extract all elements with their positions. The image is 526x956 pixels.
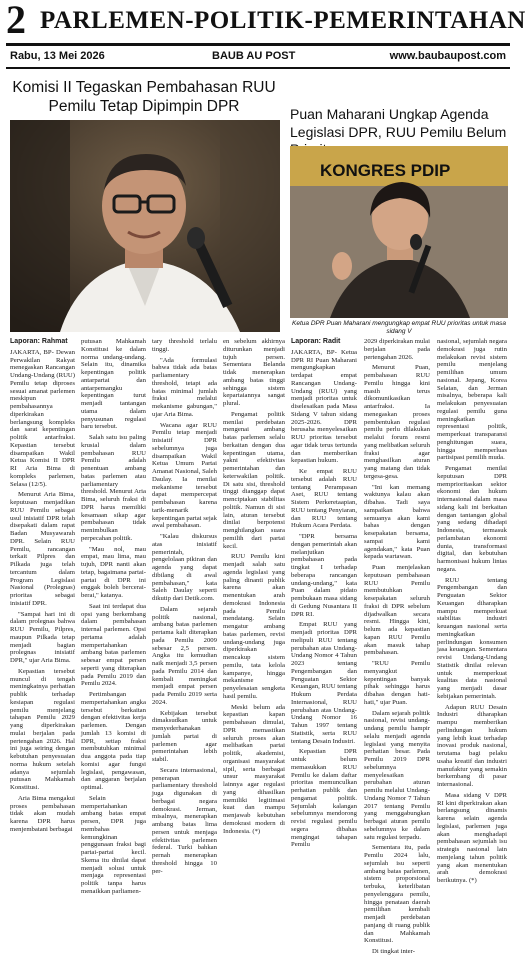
paragraph: Di tingkat inter- — [372, 948, 415, 955]
paragraph: Pertimbangan mempertahankan angka tersebut berkaitan dengan efektivitas kerja parlemen. Dengan jumlah 13 komisi di DPR, setiap fraksi membutuhkan minimal dua anggota pada tiap komisi agar fungsi legislasi, pengawasan, dan anggaran berjalan optimal. — [81, 691, 146, 791]
paragraph: JAKARTA, BP- Ketua DPR RI Puan Maharani mengungkapkan terdapat empat Rancangan Undang-Undang (RUU) yang menjadi prioritas untuk diselesaikan pada Masa Sidang V tahun sidang 2025-2026. DPR berusaha menyelesaikan RUU prioritas tersebut agar tidak terus tertunda dan memberikan kepastian hukum. — [291, 348, 357, 465]
page-number: 2 — [6, 0, 26, 42]
paragraph: Menurut Aria Bima, keputusan menjadikan RUU Pemilu sebagai usul inisiatif DPR telah disepakati dalam rapat Badan Musyawarah DPR. Selain RUU Pemilu, rancangan terkait Pilpres dan Pilkada juga telah tercantum dalam Program Legislasi Nasional (Prolegnas) prioritas sebagai inisiatif DPR. — [10, 491, 75, 607]
article-left-photo — [10, 120, 280, 332]
paragraph: RUU Pemilu kini menjadi salah satu agenda legislasi yang paling dinanti publik karena akan menentukan arah demokrasi Indonesia pada Pemilu mendatang. Selain mengatur ambang batas parlemen, revisi undang-undang juga diperkirakan mencakup sistem pemilu, tata kelola kampanye, hingga mekanisme penyelesaian sengketa hasil pemilu. — [223, 553, 285, 700]
paragraph: "Ada formulasi bahwa tidak ada batas parliamentary threshold, tetapi ada batas minimal jumlah fraksi melalui mekanisme gabungan," ujar Aria Bima. — [152, 356, 217, 418]
paragraph: putusan Mahkamah Konstitusi ke dalam norma undang-undang. Selain itu, dinamika kepentingan politik antarpartai dan antarpemangku kepentingan turut menjadi tantangan utama dalam penyusunan regulasi baru tersebut. — [81, 338, 146, 431]
paragraph: Dalam sejarah politik nasional, revisi undang-undang pemilu hampir selalu menjadi agenda legislasi yang menyita perhatian besar. Pada Pemilu 2019 DPR sebelumnya menyelesaikan perubahan aturan pemilu melalui Undang-Undang Nomor 7 Tahun 2017 tentang Pemilu yang menggabungkan berbagai aturan pemilu sebelumnya ke dalam satu regulasi terpadu. — [364, 709, 430, 841]
section-title: PARLEMEN-POLITIK-PEMERINTAHAN — [40, 7, 526, 34]
paragraph: Meski belum ada kepastian kapan pembahasan dimulai, DPR memastikan seluruh proses akan melibatkan partai politik, akademisi, organisasi masyarakat sipil, serta berbagai unsur masyarakat lainnya agar regulasi yang dihasilkan memiliki legitimasi kuat dan mampu menjawab kebutuhan demokrasi modern di Indonesia. (*) — [223, 703, 285, 835]
paragraph: "Kalau diskursus atas inisiatif pemerintah, pengelolaan pikiran dan agenda yang dapat dibilang di awal pembahasan," kata Saleh Daulay seperti dikutip dari Detik.com. — [152, 533, 217, 602]
paragraph: "RUU Pemilu menyangkut kepentingan banyak pihak sehingga harus dibahas dengan hati-hati," ujar Puan. — [364, 660, 430, 706]
paragraph: Selain mempertahankan ambang batas empat persen, DPR juga membahas kemungkinan penggunaan fraksi bagi partai-partai kecil. Skema itu dinilai dapat menjadi solusi untuk menjaga representasi politik tanpa harus menaikkan parliamen- — [81, 794, 146, 895]
paragraph: Kepastian tersebut muncul di tengah meningkatnya perhatian publik terhadap kesiapan regulasi pemilu menjelang tahapan Pemilu 2029 yang diperkirakan mulai berjalan pada pertengahan 2026. Hal ini juga seiring dengan kebutuhan penyesuaian norma hukum setelah adanya sejumlah putusan Mahkamah Konstitusi. — [10, 667, 75, 791]
paragraph: Masa sidang V DPR RI kini diperkirakan akan berlangsung dinamis karena selain agenda legislasi, parlemen juga akan menghadapi pembahasan sejumlah isu strategis nasional lain menjelang tahun politik yang akan menentukan arah demokrasi berikutnya. (*) — [437, 791, 507, 884]
paragraph: Secara internasional, penerapan parliamentary threshold juga digunakan di berbagai negara demokrasi. Jerman, misalnya, menerapkan ambang batas lima persen untuk menjaga efektivitas parlemen federal. Turki bahkan pernah menerapkan threshold hingga 10 per- — [152, 766, 217, 875]
masthead — [6, 0, 526, 42]
article-left-col-2 — [81, 338, 146, 895]
paragraph: JAKARTA, BP- Dewan Perwakilan Rakyat menegaskan Rancangan Undang-Undang (RUU) Pemilu tetap diproses sesuai amanat parlemen meskipun pembahasannya diperkirakan berlangsung kompleks dan sarat kepentingan politik antarfraksi. Kepastian tersebut disampaikan Wakil Ketua Komisi II DPR RI Aria Bima di kompleks parlemen, Selasa (12/5). — [10, 348, 75, 488]
article-right-col-2 — [364, 338, 430, 955]
paragraph: Ke empat RUU tersebut adalah RUU tentang Perampasan Aset, RUU tentang Sistem Perkeretaapian, RUU tentang Penyiaran, dan RUU tentang Hukum Acara Perdata. — [291, 468, 357, 530]
paragraph: Pengamat menilai keputusan DPR memprioritaskan sektor ekonomi dan hukum internasional dalam masa sidang kali ini berkaitan dengan tantangan global yang sedang dihadapi Indonesia, termasuk perlambatan ekonomi dunia, transformasi digital, dan kebutuhan harmonisasi hukum lintas negara. — [437, 465, 507, 573]
paragraph: RUU tentang Pengembangan dan Penguatan Sektor Keuangan diharapkan mampu memperkuat stabilitas industri keuangan nasional serta meningkatkan perlindungan konsumen jasa keuangan. Sementara revisi Undang-Undang Statistik dinilai relevan untuk memperkuat kualitas data nasional yang menjadi dasar kebijakan pemerintah. — [437, 576, 507, 700]
paper-name: BAUB AU POST — [212, 50, 296, 62]
paragraph: Puan menjelaskan keputusan pembahasan RUU Pemilu membutuhkan kesepakatan seluruh fraksi di DPR sebelum dijadwalkan secara resmi. Hingga kini, belum ada kepastian kapan RUU Pemilu akan masuk tahap pembahasan. — [364, 564, 430, 657]
paragraph: Kepastian DPR untuk belum memasukkan RUU Pemilu ke dalam daftar prioritas memunculkan perhatian publik dan pengamat politik. Sejumlah kalangan sebelumnya mendorong revisi regulasi pemilu segera dibahas mengingat tahapan Pemilu — [291, 748, 357, 849]
backdrop-sign-text: KONGRES PDIP — [320, 161, 451, 180]
photo-caption: Ketua DPR Puan Maharani mengungkap empat RUU prioritas untuk masa sidang V — [292, 320, 506, 335]
paragraph: "Mau nol, mau empat, mau lima, mau tujuh, DPR nanti akan tetap, bagaimana partai-partai di DPR ini enggak boleh bercerai-berai," katanya. — [81, 545, 146, 599]
paragraph: tary threshold terlalu tinggi. — [152, 338, 217, 353]
paragraph: Kebijakan tersebut dimaksudkan untuk menyederhanakan jumlah partai di parlemen agar pemerintahan lebih stabil. — [152, 709, 217, 763]
paragraph: Salah satu isu paling krusial dalam pembahasan RUU Pemilu adalah penentuan ambang batas parlemen atau parliamentary threshold. Menurut Aria Bima, seluruh fraksi di DPR harus memiliki kesamaan sikap agar pembahasan tidak menimbulkan perpecahan politik. — [81, 434, 146, 542]
article-right-headline[interactable]: Puan Maharani Ungkap Agenda Legislasi DPR, RUU Pemilu Belum — [290, 106, 507, 140]
paragraph: Empat RUU yang menjadi prioritas DPR melipuli RUU tentang perubahan atas Undang-Undang Nomor 4 Tahun 2023 tentang Pengembangan dan Penguatan Sektor Keuangan, RUU tentang Hukum Perdata Internasional, RUU perubahan atas Undang-Undang Nomor 16 Tahun 1997 tentang Statistik, serta RUU tentang Desain Industri. — [291, 621, 357, 745]
paragraph: en sebelum akhirnya diturunkan menjadi tujuh persen. Sementara Belanda tidak menerapkan ambang batas tinggi sehingga sistem kepartaiannya sangat plural. — [223, 338, 285, 407]
paragraph: Pengamat politik menilai perdebatan mengenai ambang batas parlemen selalu berkaitan dengan dua kepentingan utama, yakni efektivitas pemerintahan dan keterwakilan politik. Di satu sisi, threshold tinggi dianggap dapat menciptakan stabilitas politik. Namun di sisi lain, aturan tersebut dinilai berpotensi menghilangkan suara pemilih dari partai kecil. — [223, 410, 285, 550]
info-bar — [6, 46, 510, 66]
website-link[interactable]: www.baubaupost.com — [389, 50, 506, 62]
article-left-headline[interactable]: Komisi II Tegaskan Pembahasan RUU Pemilu Tetap Dipimpin DPR — [12, 79, 276, 115]
article-left-byline: Laporan: Rahmat — [10, 338, 68, 345]
paragraph: "Sampai hari ini di dalam prolegnas bahwa RUU Pemilu, Pilpres, maupun Pilkada tetap menjadi bagian prolegnas inisiatif DPR," ujar Aria Bima. — [10, 610, 75, 664]
issue-date: Rabu, 13 Mei 2026 — [10, 50, 105, 62]
paragraph: Sementara itu, pada Pemilu 2024 lalu, sejumlah isu seperti ambang batas parlemen, sistem proporsional terbuka, keterlibatan penyelenggara pemilu, hingga penataan daerah pemilihan kembali menjadi perdebatan panjang di ruang publik dan Mahkamah Konstitusi. — [364, 844, 430, 945]
speaker-photo-illustration — [10, 120, 280, 332]
paragraph: "Ini kan memang waktunya kalau akan dibahas. Tadi saya sampaikan bahwa semuanya akan kami bahas dengan kesepakatan bersama, sampai kami agendakan," kata Puan kepada wartawan. — [364, 483, 430, 561]
paragraph: Aria Bima mengakui proses pembahasan tidak akan mudah karena DPR harus menjembatani berbagai — [10, 794, 75, 833]
article-left-col-3 — [152, 338, 217, 875]
article-right-photo — [290, 146, 508, 318]
paragraph: Menurut Puan, pembahasan RUU Pemilu hingga kini masih terus dikomunikasikan antarfraksi. Ia menegaskan proses pembentukan regulasi pemilu perlu dilakukan melalui forum resmi yang melibatkan seluruh fraksi agar menghasilkan aturan yang matang dan tidak tergesa-gesa. — [364, 364, 430, 480]
paragraph: Saat ini terdapat dua opsi yang berkembang dalam pembahasan internal parlemen. Opsi pertama adalah mempertahankan ambang batas parlemen sebesar empat persen seperti yang diterapkan pada Pemilu 2019 dan Pemilu 2024. — [81, 602, 146, 688]
paragraph: Adapun RUU Desain Industri diharapkan mampu memberikan perlindungan hukum yang lebih kuat terhadap inovasi produk nasional, terutama bagi pelaku usaha kreatif dan industri manufaktur yang semakin berkembang di pasar internasional. — [437, 703, 507, 788]
speaker-photo-illustration — [290, 146, 508, 318]
paragraph: "DPR bersama dengan pemerintah akan melanjutkan pembahasan pada tingkat I terhadap beberapa rancangan undang-undang," kata Puan dalam pidato pembukaan masa sidang di Gedung Nusantara II DPR RI. — [291, 533, 357, 618]
article-right-col-1 — [291, 338, 357, 849]
paragraph: Dalam sejarah politik nasional, ambang batas parlemen pertama kali diterapkan pada Pemilu 2009 sebesar 2,5 persen. Angka itu kemudian naik menjadi 3,5 persen pada Pemilu 2014 dan kembali meningkat menjadi empat persen pada Pemilu 2019 serta 2024. — [152, 605, 217, 706]
article-right-byline: Laporan: Radit — [291, 338, 341, 345]
masthead-rule-bottom — [6, 67, 510, 69]
paragraph: Wacana agar RUU Pemilu tetap menjadi inisiatif DPR sebelumnya juga disampaikan Wakil Ketua Umum Partai Amanat Nasional, Saleh Daulay. Ia menilai mekanisme tersebut dapat mempercepat pembahasan karena tarik-menarik kepentingan partai sejak awal pembahasan. — [152, 421, 217, 530]
article-left-col-1 — [10, 338, 75, 833]
article-right-col-3 — [437, 338, 507, 884]
paragraph: nasional, sejumlah negara demokrasi juga rutin melakukan revisi sistem pemilu menjelang pemilihan umum nasional. Jepang, Korea Selatan, dan Jerman misalnya, beberapa kali melakukan penyesuaian regulasi pemilu guna meningkatkan representasi politik, memperkuat transparansi penghitungan suara, hingga memperluas partisipasi pemilih muda. — [437, 338, 507, 462]
paragraph: 2029 diperkirakan mulai berjalan pada pertengahan 2026. — [364, 338, 430, 361]
article-left-col-4 — [223, 338, 285, 835]
